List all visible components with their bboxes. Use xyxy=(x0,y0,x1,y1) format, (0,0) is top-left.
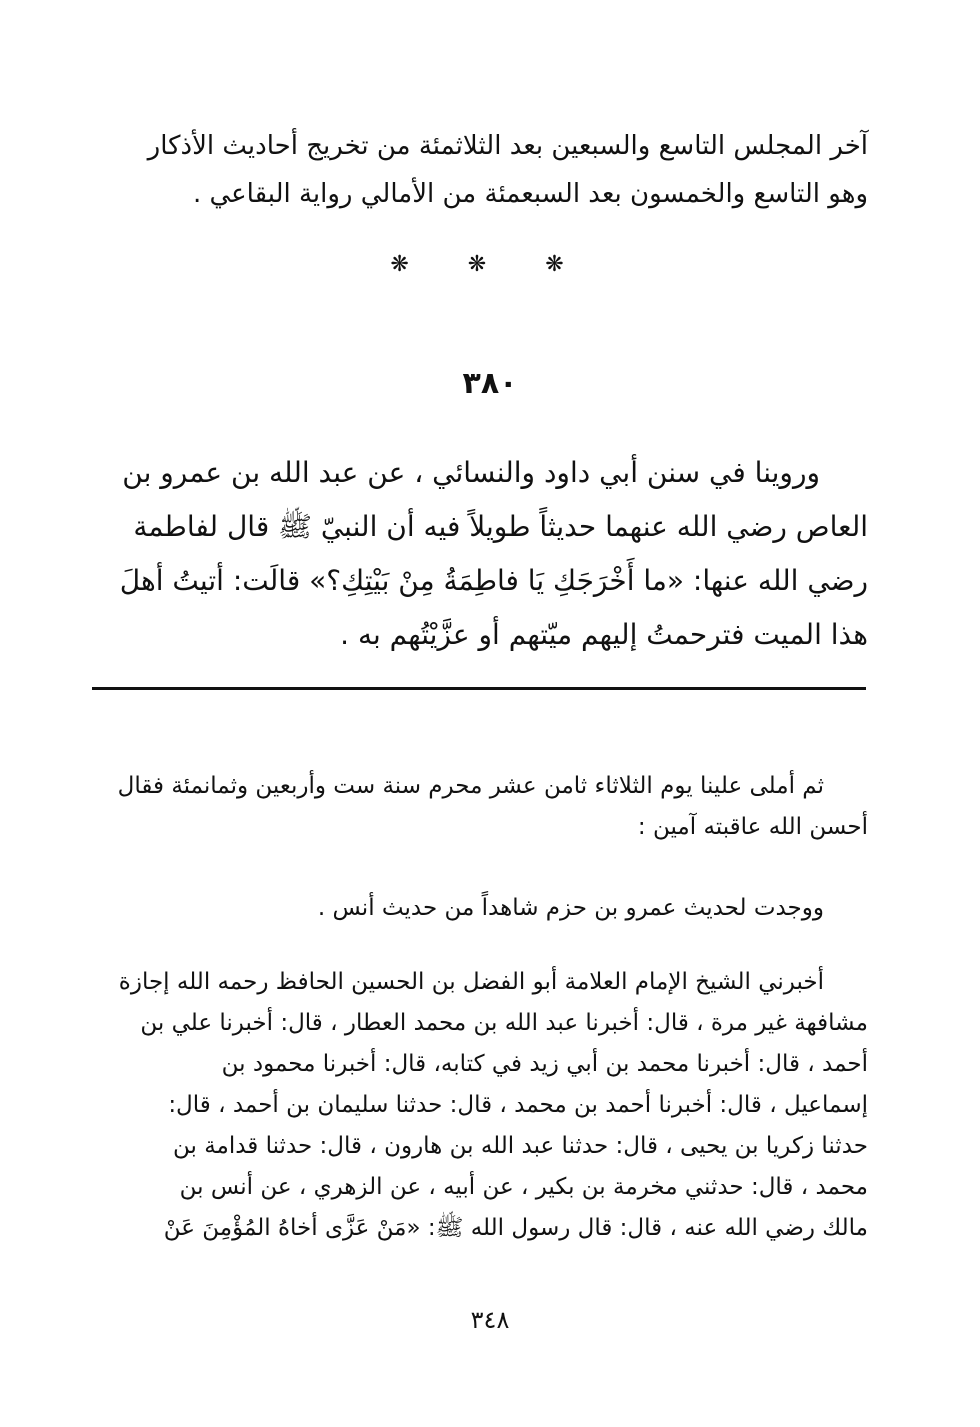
footnote-divider xyxy=(92,687,866,690)
footnote-supporting-narration xyxy=(88,888,868,929)
footnote-line: مالك رضي الله عنه ، قال: قال رسول الله ﷺ: «مَنْ عَزَّى أخاهُ المُؤْمِنَ عَنْ xyxy=(163,1215,868,1241)
footnote-line: محمد ، قال: حدثني مخرمة بن بكير ، عن أبيه ، عن الزهري ، عن أنس بن xyxy=(179,1174,868,1200)
footnote-line: أحسن الله عاقبته آمين : xyxy=(637,814,868,840)
footnote-line: إسماعيل ، قال: أخبرنا أحمد بن محمد ، قال: حدثنا سليمان بن أحمد ، قال: xyxy=(168,1092,868,1118)
end-note-line: آخر المجلس التاسع والسبعين بعد الثلاثمئة من تخريج أحاديث الأذكار xyxy=(147,131,868,161)
hadith-number: ٣٨٠ xyxy=(462,366,518,401)
hadith-line: وروينا في سنن أبي داود والنسائي ، عن عبد الله بن عمرو بن xyxy=(122,456,820,489)
page-number: ٣٤٨ xyxy=(470,1306,510,1334)
section-separator-stars: ❋ ❋ ❋ xyxy=(390,252,590,277)
footnote-intro xyxy=(88,766,868,848)
end-note-line: وهو التاسع والخمسون بعد السبعمئة من الأمالي رواية البقاعي . xyxy=(192,179,868,209)
footnote-line: أحمد ، قال: أخبرنا محمد بن أبي زيد في كتابه، قال: أخبرنا محمود بن xyxy=(221,1051,868,1077)
footnote-line: ثم أملى علينا يوم الثلاثاء ثامن عشر محرم سنة ست وأربعين وثمانمئة فقال xyxy=(117,773,824,799)
hadith-line: هذا الميت فترحمتُ إليهم ميّتهم أو عزَّيْتُهم به . xyxy=(340,618,868,651)
footnote-line: ووجدت لحديث عمرو بن حزم شاهداً من حديث أنس . xyxy=(317,895,824,921)
session-end-note xyxy=(88,122,868,218)
footnote-isnad-chain xyxy=(88,962,868,1249)
hadith-text xyxy=(88,446,868,662)
footnote-line: أخبرني الشيخ الإمام العلامة أبو الفضل بن الحسين الحافظ رحمه الله إجازة xyxy=(118,969,824,995)
footnote-line: حدثنا زكريا بن يحيى ، قال: حدثنا عبد الله بن هارون ، قال: حدثنا قدامة بن xyxy=(172,1133,868,1159)
hadith-line: العاص رضي الله عنهما حديثاً طويلاً فيه أن النبيّ ﷺ قال لفاطمة xyxy=(133,510,868,543)
footnote-line: مشافهة غير مرة ، قال: أخبرنا عبد الله بن محمد العطار ، قال: أخبرنا علي بن xyxy=(140,1010,868,1036)
hadith-line: رضي الله عنها: «ما أَخْرَجَكِ يَا فاطِمَةُ مِنْ بَيْتِكِ؟» قالَت: أتيتُ أهلَ xyxy=(119,564,868,597)
